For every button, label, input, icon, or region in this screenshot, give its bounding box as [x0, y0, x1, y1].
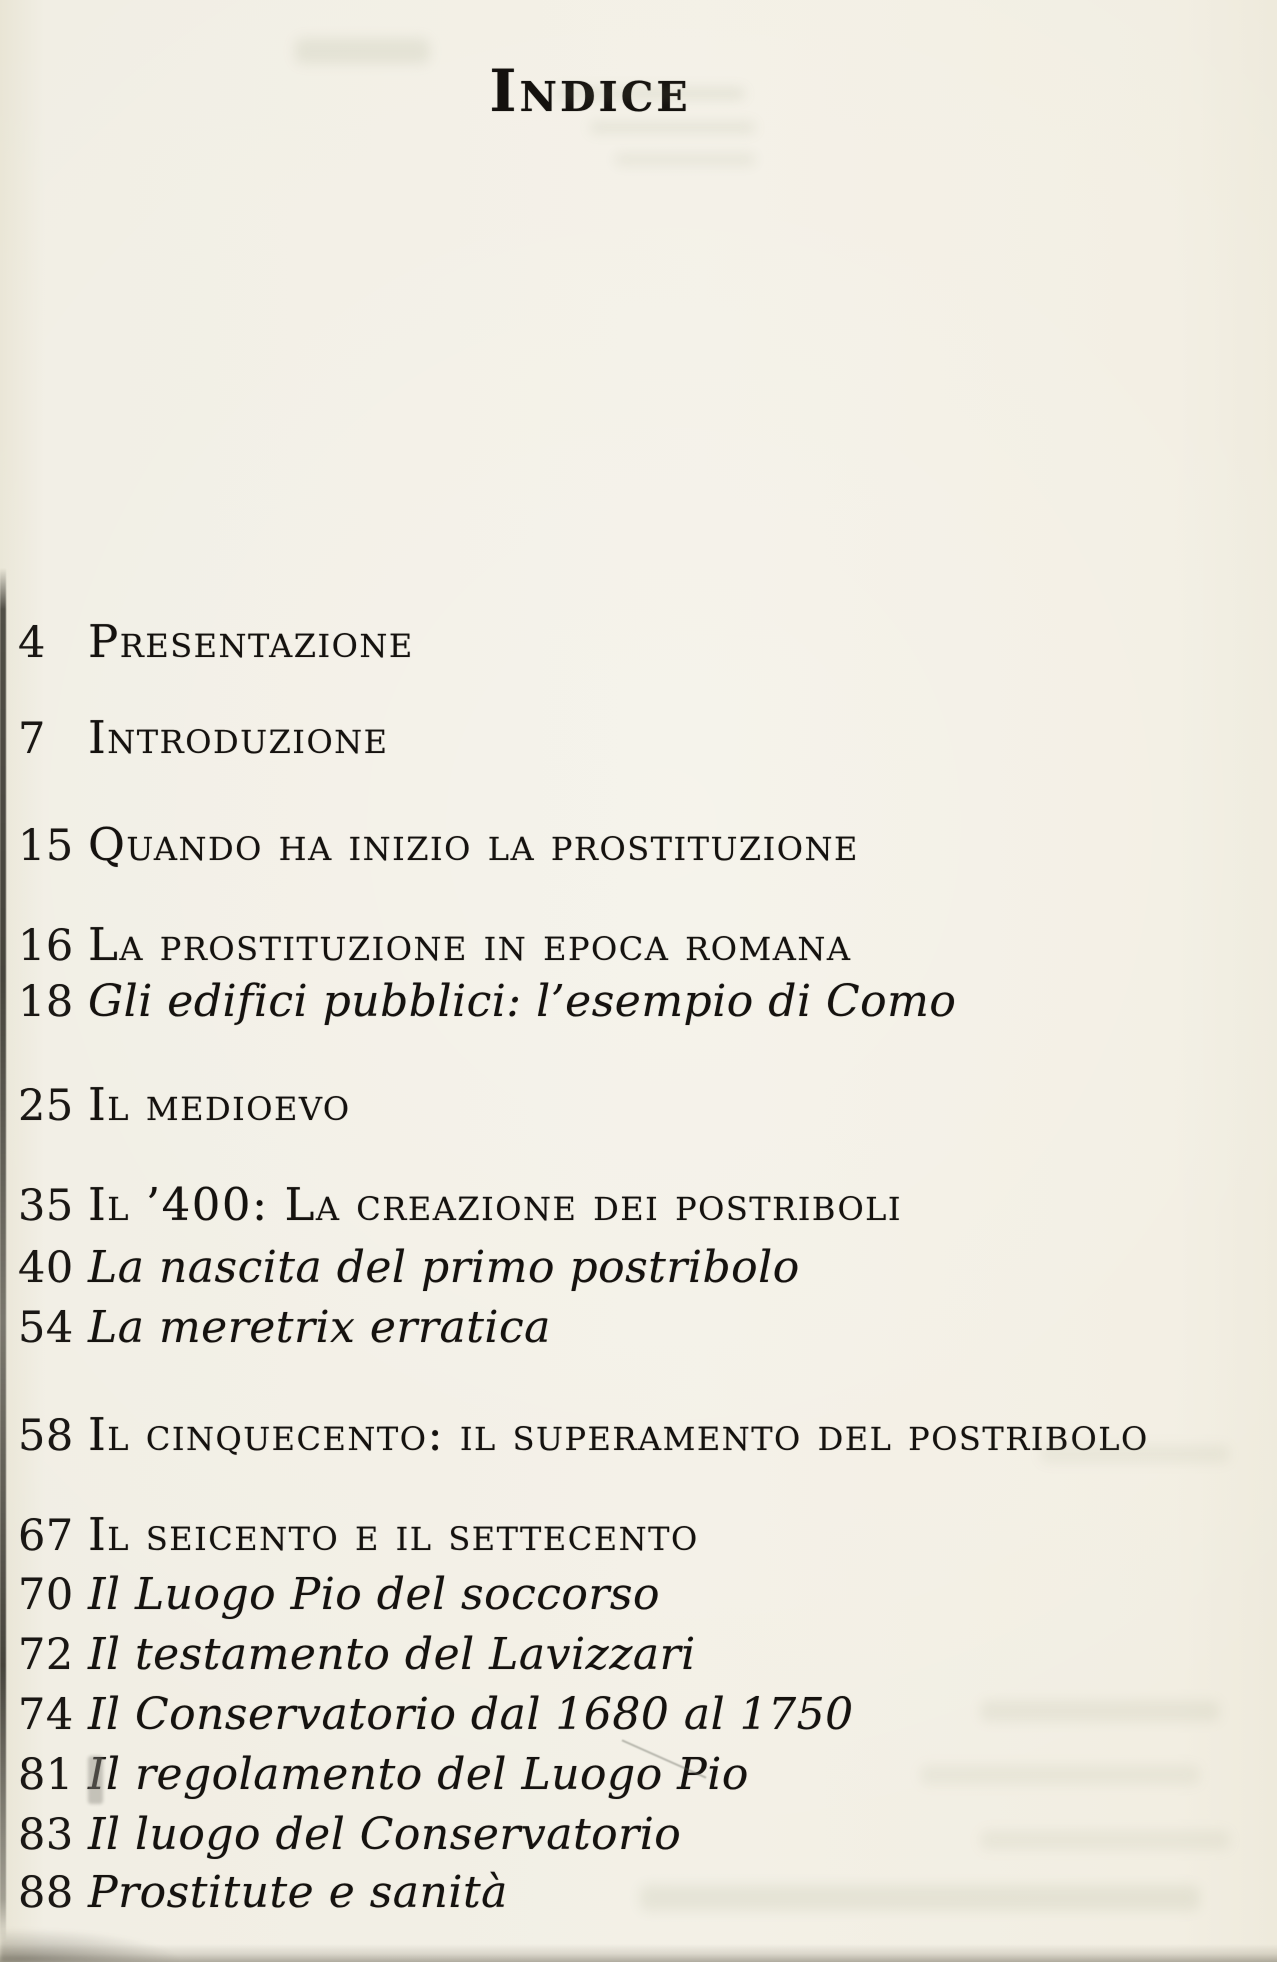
scan-left-edge-shadow: [0, 568, 6, 1940]
toc-entry-title: Quando ha inizio la prostituzione: [88, 818, 859, 871]
toc-page-number: 83: [18, 1810, 74, 1860]
page-title: Indice: [489, 56, 691, 125]
toc-entry-title: Il regolamento del Luogo Pio: [88, 1749, 749, 1800]
toc-page-number: 74: [18, 1690, 74, 1740]
toc-page-number: 4: [18, 618, 46, 668]
toc-entry-title: Il luogo del Conservatorio: [88, 1809, 682, 1860]
toc-page-number: 25: [18, 1081, 74, 1131]
toc-entry-title: Il cinquecento: il superamento del postribolo: [88, 1408, 1149, 1461]
toc-entry-title: Prostitute e sanità: [88, 1867, 508, 1918]
toc-page-number: 67: [18, 1511, 74, 1561]
scan-bleed-artifact: [920, 1765, 1200, 1785]
scan-bleed-artifact: [295, 38, 430, 64]
toc-page-number: 70: [18, 1570, 74, 1620]
toc-entry: [0, 1510, 1237, 1560]
toc-page-number: 7: [18, 714, 46, 764]
scan-corner-shadow: [0, 1922, 230, 1962]
toc-entry-title: Il seicento e il settecento: [88, 1508, 699, 1561]
toc-entry: [0, 1570, 1237, 1619]
scan-bleed-artifact: [615, 154, 755, 165]
toc-entry: [0, 1080, 1237, 1130]
toc-page-number: 88: [18, 1868, 74, 1918]
toc-entry-title: Presentazione: [88, 615, 414, 668]
toc-page-number: 15: [18, 821, 74, 871]
toc-entry-title: Introduzione: [88, 711, 389, 764]
toc-entry-title: Gli edifici pubblici: l’esempio di Como: [88, 976, 957, 1027]
toc-page-number: 35: [18, 1181, 74, 1231]
toc-entry-title: La nascita del primo postribolo: [88, 1242, 800, 1293]
toc-page-number: 40: [18, 1243, 74, 1293]
toc-entry: [0, 820, 1237, 870]
scan-bleed-artifact: [980, 1700, 1220, 1722]
toc-entry: [0, 1180, 1237, 1230]
toc-entry-title: Il Luogo Pio del soccorso: [88, 1569, 660, 1620]
scan-bleed-artifact: [1040, 1445, 1230, 1463]
toc-page-number: 72: [18, 1630, 74, 1680]
toc-entry: [0, 1630, 1237, 1679]
toc-entry: [0, 977, 1237, 1026]
toc-entry: [0, 713, 1237, 763]
scan-bleed-artifact: [555, 88, 745, 99]
scan-bleed-artifact: [640, 1885, 1200, 1911]
scan-mark-artifact: [88, 1756, 103, 1804]
toc-entry: [0, 1243, 1237, 1292]
toc-page-number: 54: [18, 1303, 74, 1353]
toc-entry-title: La meretrix erratica: [88, 1302, 551, 1353]
toc-entry-title: Il ’400: La creazione dei postriboli: [88, 1178, 903, 1231]
toc-entry: [0, 920, 1237, 970]
toc-page-number: 16: [18, 921, 74, 971]
toc-entry-title: Il testamento del Lavizzari: [88, 1629, 696, 1680]
toc-entry-title: Il Conservatorio dal 1680 al 1750: [88, 1689, 854, 1740]
toc-page-number: 81: [18, 1750, 74, 1800]
toc-entry-title: Il medioevo: [88, 1078, 351, 1131]
scan-bleed-artifact: [980, 1830, 1230, 1850]
toc-page-number: 58: [18, 1411, 74, 1461]
toc-entry: [0, 1303, 1237, 1352]
toc-entry-title: La prostituzione in epoca romana: [88, 918, 852, 971]
scan-bleed-artifact: [590, 122, 755, 133]
toc-page-number: 18: [18, 977, 74, 1027]
toc-entry: [0, 617, 1237, 667]
